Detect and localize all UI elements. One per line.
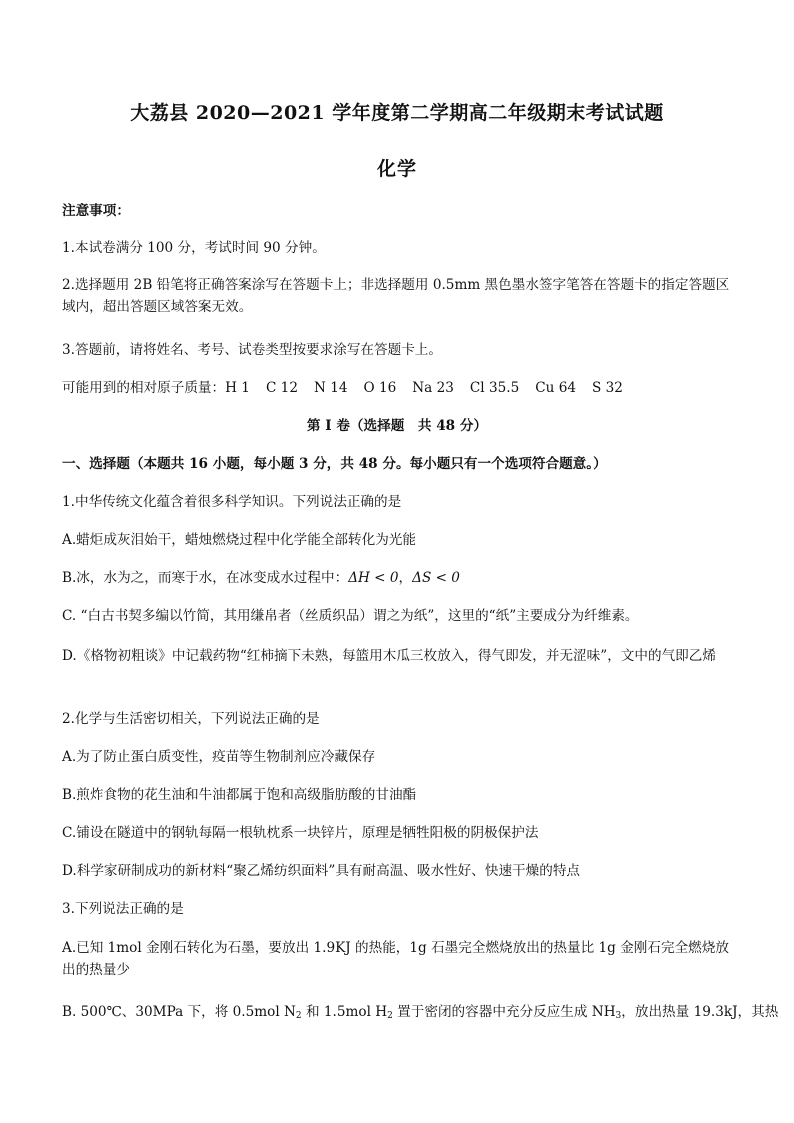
q2-option-c: C.铺设在隧道中的钢轨每隔一根轨枕系一块锌片，原理是牺牲阳极的阴极保护法 — [62, 825, 539, 841]
q3-option-b-sub-h2: 2 — [387, 1011, 393, 1021]
q1-option-c: C. “白古书契多编以竹简，其用缣帛者（丝质织品）谓之为纸”，这里的“纸”主要成分为纤维素。 — [62, 608, 639, 624]
q3-option-b — [62, 1001, 779, 1023]
mass-na: Na 23 — [412, 380, 454, 396]
q3-stem: 3.下列说法正确的是 — [62, 901, 184, 917]
mass-o: O 16 — [363, 380, 397, 396]
exam-title: 大荔县 2020—2021 学年度第二学期高二年级期末考试试题 — [130, 102, 664, 124]
q3-option-b-part1: B. 500℃、30MPa 下，将 0.5mol N — [62, 1004, 296, 1020]
q1-option-b-sep: ， — [398, 570, 413, 586]
atomic-masses — [62, 377, 738, 399]
section1-title: 一、选择题（本题共 16 小题，每小题 3 分，共 48 分。每小题只有一个选项符合题意。） — [62, 456, 607, 472]
mass-c: C 12 — [265, 380, 298, 396]
notice-item-2: 2.选择题用 2B 铅笔将正确答案涂写在答题卡上；非选择题用 0.5mm 黑色墨水签字笔答在答题卡的指定答题区域内，超出答题区域答案无效。 — [62, 277, 730, 315]
part1-title: 第 I 卷（选择题 共 48 分） — [306, 418, 488, 434]
q1-option-d: D.《格物初粗谈》中记载药物“红柿摘下未熟，每篮用木瓜三枚放入，得气即发，并无涩味”，文中的气即乙烯 — [62, 648, 716, 664]
q1-option-b-text: B.冰，水为之，而寒于水，在冰变成水过程中： — [62, 570, 349, 586]
q3-option-b-part2: 和 1.5mol H — [301, 1004, 388, 1020]
q1-option-b-ds: ΔS < 0 — [412, 570, 460, 586]
q2-option-a: A.为了防止蛋白质变性，疫苗等生物制剂应冷藏保存 — [62, 749, 376, 765]
q1-option-b — [62, 567, 738, 589]
q2-option-d: D.科学家研制成功的新材料“聚乙烯纺织面料”具有耐高温、吸水性好、快速干燥的特点 — [62, 863, 581, 879]
mass-cl: Cl 35.5 — [469, 380, 520, 396]
q1-option-b-dh: ΔH < 0 — [348, 570, 399, 586]
mass-cu: Cu 64 — [535, 380, 577, 396]
subject-title: 化学 — [376, 158, 417, 180]
mass-s: S 32 — [592, 380, 623, 396]
mass-h: H 1 — [225, 380, 250, 396]
q2-option-b: B.煎炸食物的花生油和牛油都属于饱和高级脂肪酸的甘油酯 — [62, 787, 417, 803]
atomic-masses-label: 可能用到的相对原子质量： — [62, 380, 226, 396]
q3-option-b-sub-nh3: 3 — [615, 1011, 622, 1021]
mass-n: N 14 — [313, 380, 348, 396]
notice-item-3: 3.答题前，请将姓名、考号、试卷类型按要求涂写在答题卡上。 — [62, 342, 442, 358]
q2-stem: 2.化学与生活密切相关，下列说法正确的是 — [62, 711, 320, 727]
q3-option-b-part4: ，放出热量 19.3kJ，其热 — [621, 1004, 779, 1020]
notice-heading: 注意事项： — [62, 203, 130, 219]
q3-option-a: A.已知 1mol 金刚石转化为石墨，要放出 1.9KJ 的热能，1g 石墨完全燃烧放出的热量比 1g 金刚石完全燃烧放出的热量少 — [62, 940, 729, 978]
notice-item-1: 1.本试卷满分 100 分，考试时间 90 分钟。 — [62, 240, 326, 256]
q3-option-b-sub-n2: 2 — [295, 1011, 302, 1021]
q3-option-b-part3: 置于密闭的容器中充分反应生成 NH — [392, 1004, 616, 1020]
q1-option-a: A.蜡炬成灰泪始干，蜡烛燃烧过程中化学能全部转化为光能 — [62, 532, 416, 548]
q1-stem: 1.中华传统文化蕴含着很多科学知识。下列说法正确的是 — [62, 494, 402, 510]
